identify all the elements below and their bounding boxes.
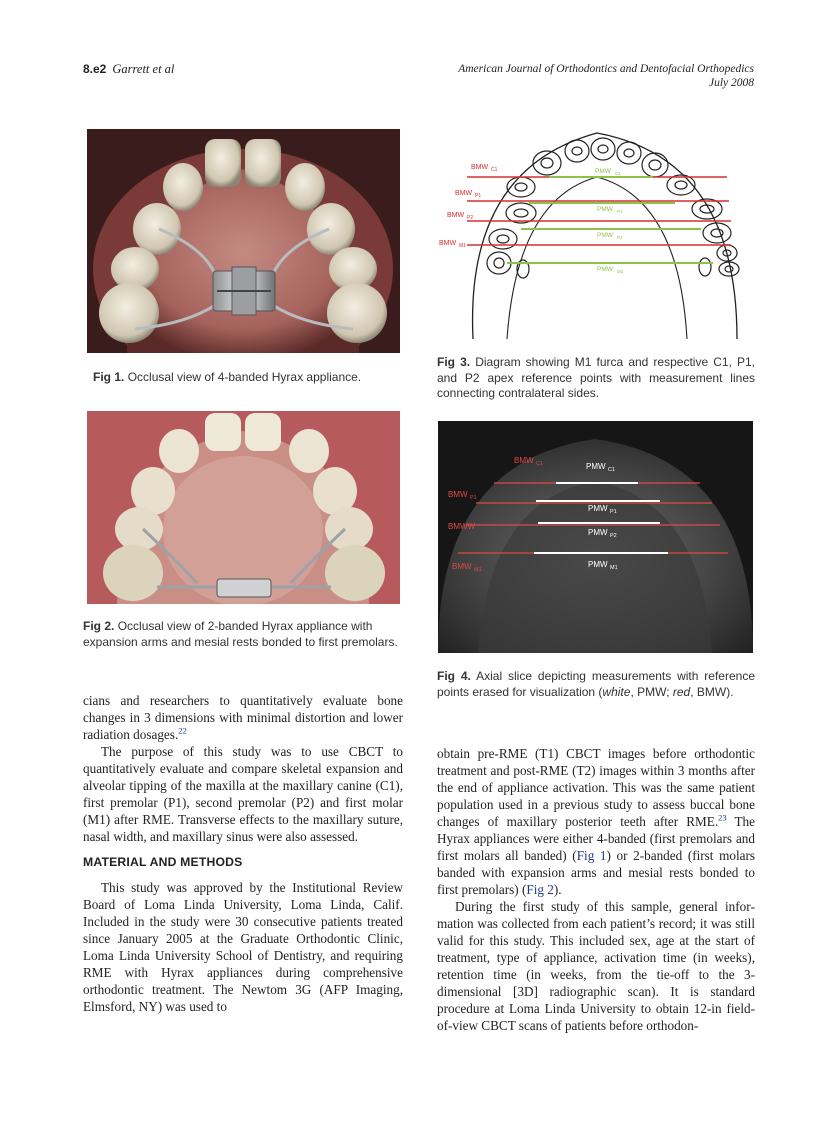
fig4-caption-b: , PMW; — [630, 684, 673, 699]
fig3-label-pmw-p2: PMW — [597, 232, 613, 239]
fig3-label-bmw-m1: BMW — [439, 240, 457, 247]
fig4-label: Fig 4. — [437, 669, 471, 683]
fig3-label-pmw-c1: PMW — [595, 168, 611, 175]
fig4-label-bmw-c1-sub: C1 — [536, 461, 544, 467]
fig2-photo — [87, 411, 400, 604]
fig4-label-bmw-p1: BMW — [448, 490, 468, 499]
fig4-axial-image — [438, 421, 753, 653]
fig1-label: Fig 1. — [93, 370, 125, 384]
section-heading-methods: MATERIAL AND METHODS — [83, 855, 243, 869]
fig4-label-pmw-c1: PMW — [586, 462, 606, 471]
fig4-caption-white: white — [602, 684, 631, 699]
right-column — [437, 745, 755, 1034]
running-authors: Garrett et al — [112, 62, 175, 76]
running-header-right — [394, 62, 754, 90]
fig4-label-bmw-p1-sub: P1 — [470, 495, 477, 501]
fig3-caption-text: Diagram showing M1 furca and respective C1, P1, and P2 apex reference points with measurement lines connecting contralateral sides. — [437, 355, 755, 400]
fig4-label-pmw-m1-sub: M1 — [610, 565, 618, 571]
fig4-label-bmw-p2: BMWW — [448, 522, 476, 531]
citation-22[interactable]: 22 — [178, 725, 187, 736]
fig3-label: Fig 3. — [437, 355, 471, 369]
right-paragraph-1-text-a: obtain pre-RME (T1) CBCT images before orthodontic treatment and post-RME (T2) images within 3 months after the end of appliance activation. This was the same patient population used in a previous study to assess buccal bone changes of maxillary posterior teeth after RME. — [437, 746, 755, 829]
fig1-photo — [87, 129, 400, 353]
right-paragraph-1-text-d: ). — [553, 882, 562, 897]
fig4-label-pmw-m1: PMW — [588, 560, 608, 569]
left-paragraph-3: This study was approved by the Institutional Review Board of Loma Linda University, Loma Linda, Calif. Included in the study were 30 consecutive patients treated since January 2005 at the Graduate Orthodontic Clinic, Loma Linda University School of Dentistry, and requiring RME with Hyrax appliances during comprehensive orthodontic treatment. The Newtom 3G (AFP Imaging, Elmsford, NY) was used to — [83, 880, 403, 1014]
fig1-link[interactable]: Fig 1 — [576, 848, 607, 863]
fig2-link[interactable]: Fig 2 — [526, 882, 554, 897]
fig2-caption-text: Occlusal view of 2-banded Hyrax appliance with expansion arms and mesial rests bonded to first premolars. — [83, 619, 398, 649]
left-paragraph-1 — [83, 692, 403, 743]
fig3-label-pmw-p1-sub: P1 — [617, 209, 623, 214]
fig2-occlusal-image — [87, 411, 400, 604]
running-header-left — [83, 62, 174, 77]
fig4-label-pmw-p2: PMW — [588, 528, 608, 537]
fig4-caption-c: , BMW). — [690, 684, 734, 699]
fig3-label-bmw-p1: BMW — [455, 190, 473, 197]
citation-23[interactable]: 23 — [718, 812, 727, 823]
right-paragraph-2: During the first study of this sample, general information was collected from each patient’s record; it was still valid for this study. This included sex, age at the start of treatment, type of appliance, activation time (in weeks), retention time (in weeks, from the tie-off to the 3-dimensional [3D] radiographic scan). It is standard procedure at Loma Linda University to obtain 12-in field-of-view CBCT scans of patients before orthodon- — [437, 899, 755, 1033]
fig2-label: Fig 2. — [83, 619, 115, 633]
fig3-label-bmw-c1: BMW — [471, 164, 489, 171]
fig4-caption-red: red — [672, 684, 691, 699]
fig4-label-bmw-m1: BMW — [452, 562, 472, 571]
fig3-label-bmw-p2: BMW — [447, 212, 465, 219]
fig4-label-pmw-p2-sub: P2 — [610, 533, 617, 539]
fig3-label-pmw-c1-sub: C1 — [615, 171, 621, 176]
fig3-label-bmw-p1-sub: P1 — [475, 193, 482, 199]
fig3-arch-diagram — [437, 129, 755, 342]
fig1-occlusal-image — [87, 129, 400, 353]
fig3-label-bmw-c1-sub: C1 — [491, 167, 498, 173]
left-paragraph-2: The purpose of this study was to use CBCT to quantitatively evaluate and compare skeletal expansion and alveolar tipping of the maxilla at the maxillary canine (C1), first premolar (P1), second premolar (P2) and first molar (M1) after RME. Transverse effects to the maxillary suture, nasal width, and maxillary sinus were also assessed. — [83, 744, 403, 844]
fig3-diagram — [437, 129, 755, 342]
issue-date: July 2008 — [708, 77, 754, 89]
fig3-label-bmw-p2-sub: P2 — [467, 215, 474, 221]
fig3-label-pmw-p2-sub: P2 — [617, 235, 623, 240]
right-paragraph-1 — [437, 745, 755, 898]
page-number: 8.e2 — [83, 62, 107, 76]
fig4-caption — [437, 669, 755, 700]
journal-title: American Journal of Orthodontics and Dentofacial Orthopedics — [458, 63, 754, 75]
fig3-label-pmw-p1: PMW — [597, 206, 613, 213]
fig4-label-pmw-p1-sub: P1 — [610, 509, 617, 515]
left-paragraph-1-text: cians and researchers to quantitatively evaluate bone changes in 3 dimensions with minimal distortion and lower radiation dosages. — [83, 693, 403, 742]
fig3-label-bmw-m1-sub: M1 — [459, 243, 466, 249]
fig3-caption — [437, 355, 755, 402]
fig4-label-bmw-m1-sub: M1 — [474, 567, 482, 573]
right-paragraph-1-text-c: ) or 2-banded (first molars banded with expansion arms and mesial rests bonded to first premolars) ( — [437, 848, 755, 897]
fig4-ct-slice — [438, 421, 753, 653]
right-paragraph-1-text-b: The Hyrax appliances were either 4-banded (first premolars and first molars all banded) ( — [437, 814, 756, 863]
left-column — [83, 692, 403, 1015]
fig4-caption-a: Axial slice depicting measurements with reference points erased for visualization ( — [437, 669, 756, 699]
fig4-label-pmw-c1-sub: C1 — [608, 467, 616, 473]
fig3-label-pmw-m1: PMW — [597, 266, 613, 273]
fig2-caption — [83, 619, 403, 650]
fig3-label-pmw-m1-sub: M1 — [617, 269, 624, 274]
fig1-caption-text: Occlusal view of 4-banded Hyrax appliance. — [127, 370, 362, 384]
fig4-label-bmw-c1: BMW — [514, 456, 534, 465]
fig1-caption — [93, 370, 403, 386]
fig4-label-pmw-p1: PMW — [588, 504, 608, 513]
